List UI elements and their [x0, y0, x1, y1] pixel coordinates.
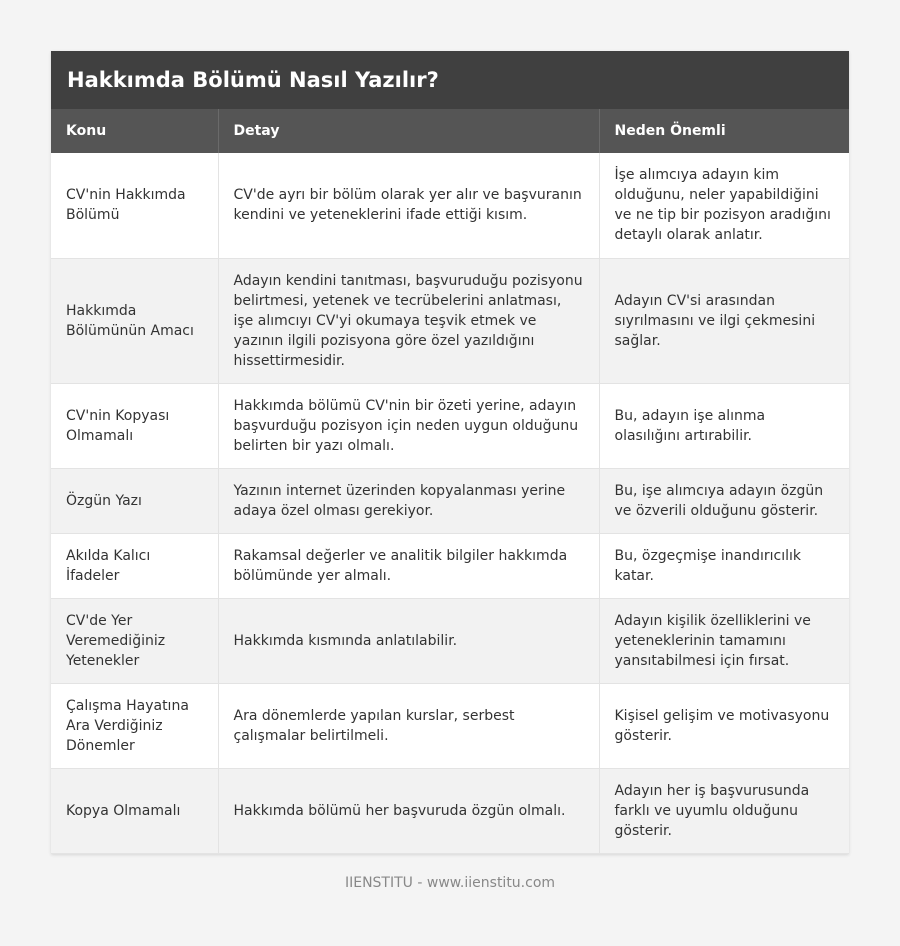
cell-konu: Çalışma Hayatına Ara Verdiğiniz Dönemler	[51, 683, 218, 768]
cell-neden-onemli: Kişisel gelişim ve motivasyonu gösterir.	[599, 683, 849, 768]
column-header-detay: Detay	[218, 109, 599, 153]
info-table	[51, 109, 849, 854]
table-card	[51, 51, 849, 854]
cell-detay: Yazının internet üzerinden kopyalanması yerine adaya özel olması gerekiyor.	[218, 468, 599, 533]
table-row	[51, 383, 849, 468]
cell-detay: Adayın kendini tanıtması, başvuruduğu pozisyonu belirtmesi, yetenek ve tecrübelerini anlatması, işe alımcıyı CV'yi okumaya teşvik etmek ve yazının ilgili pozisyona göre özel yazıldığını hissettirmesidir.	[218, 258, 599, 383]
cell-detay: Hakkımda bölümü her başvuruda özgün olmalı.	[218, 768, 599, 853]
table-row	[51, 683, 849, 768]
title-bar	[51, 51, 849, 109]
table-row	[51, 768, 849, 853]
cell-konu: CV'de Yer Veremediğiniz Yetenekler	[51, 598, 218, 683]
column-header-konu: Konu	[51, 109, 218, 153]
table-row	[51, 258, 849, 383]
cell-detay: Hakkımda kısmında anlatılabilir.	[218, 598, 599, 683]
cell-neden-onemli: Adayın kişilik özelliklerini ve yeteneklerinin tamamını yansıtabilmesi için fırsat.	[599, 598, 849, 683]
cell-detay: CV'de ayrı bir bölüm olarak yer alır ve başvuranın kendini ve yeteneklerini ifade ettiği kısım.	[218, 153, 599, 258]
cell-detay: Ara dönemlerde yapılan kurslar, serbest çalışmalar belirtilmeli.	[218, 683, 599, 768]
cell-detay: Rakamsal değerler ve analitik bilgiler hakkımda bölümünde yer almalı.	[218, 533, 599, 598]
page-title: Hakkımda Bölümü Nasıl Yazılır?	[67, 68, 439, 92]
table-header-row	[51, 109, 849, 153]
cell-neden-onemli: Bu, adayın işe alınma olasılığını artırabilir.	[599, 383, 849, 468]
cell-konu: Özgün Yazı	[51, 468, 218, 533]
table-row	[51, 533, 849, 598]
cell-konu: CV'nin Kopyası Olmamalı	[51, 383, 218, 468]
table-row	[51, 153, 849, 258]
cell-neden-onemli: İşe alımcıya adayın kim olduğunu, neler yapabildiğini ve ne tip bir pozisyon aradığını detaylı olarak anlatır.	[599, 153, 849, 258]
cell-neden-onemli: Adayın her iş başvurusunda farklı ve uyumlu olduğunu gösterir.	[599, 768, 849, 853]
cell-neden-onemli: Bu, özgeçmişe inandırıcılık katar.	[599, 533, 849, 598]
cell-konu: Hakkımda Bölümünün Amacı	[51, 258, 218, 383]
cell-konu: Akılda Kalıcı İfadeler	[51, 533, 218, 598]
footer-credit: IIENSTITU - www.iienstitu.com	[344, 875, 556, 891]
table-row	[51, 468, 849, 533]
column-header-neden-onemli: Neden Önemli	[599, 109, 849, 153]
table-row	[51, 598, 849, 683]
cell-neden-onemli: Bu, işe alımcıya adayın özgün ve özverili olduğunu gösterir.	[599, 468, 849, 533]
cell-konu: CV'nin Hakkımda Bölümü	[51, 153, 218, 258]
cell-neden-onemli: Adayın CV'si arasından sıyrılmasını ve ilgi çekmesini sağlar.	[599, 258, 849, 383]
cell-detay: Hakkımda bölümü CV'nin bir özeti yerine, adayın başvurduğu pozisyon için neden uygun olduğunu belirten bir yazı olmalı.	[218, 383, 599, 468]
cell-konu: Kopya Olmamalı	[51, 768, 218, 853]
